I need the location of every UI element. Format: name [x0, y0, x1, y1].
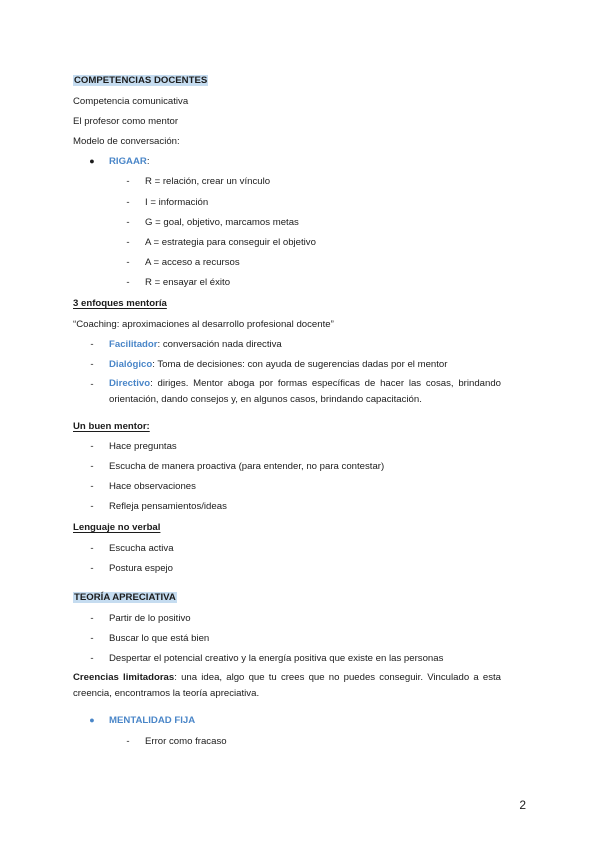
dash-icon: - [90, 339, 94, 350]
heading-teoria-apreciativa [73, 591, 177, 604]
page-number: 2 [519, 798, 526, 812]
rigaar-sub-item: A = acceso a recursos [145, 257, 240, 268]
dash-icon: - [90, 613, 94, 624]
heading-text: TEORÍA APRECIATIVA [74, 592, 176, 603]
enfoque-text: : conversación nada directiva [157, 339, 282, 350]
dash-icon: - [90, 481, 94, 492]
enfoque-term: Directivo [109, 378, 151, 389]
bullet-icon: ● [89, 156, 95, 166]
dash-icon: - [126, 197, 130, 208]
creencias-text: : una idea, algo que tu crees que no puedes conseguir. Vinculado a esta creencia, encontramos la teoría apreciativa. [73, 672, 501, 699]
rigaar-label: RIGAAR [109, 156, 147, 167]
lenguaje-item: Escucha activa [109, 543, 174, 554]
apreciativa-item: Despertar el potencial creativo y la energía positiva que existe en las personas [109, 653, 444, 664]
dash-icon: - [90, 441, 94, 452]
lenguaje-item: Postura espejo [109, 563, 173, 574]
apreciativa-item: Partir de lo positivo [109, 613, 191, 624]
rigaar-sub-item: I = información [145, 197, 209, 208]
rigaar-sub-item: R = relación, crear un vínculo [145, 176, 271, 187]
enfoque-text: : Toma de decisiones: con ayuda de sugerencias dadas por el mentor [152, 359, 448, 370]
creencias-term: Creencias limitadoras [73, 672, 175, 683]
dash-icon: - [126, 176, 130, 187]
dash-icon: - [126, 736, 130, 747]
dash-icon: - [126, 237, 130, 248]
rigaar-sub-item: G = goal, objetivo, marcamos metas [145, 217, 299, 228]
dash-icon: - [126, 257, 130, 268]
buen-mentor-item: Hace preguntas [109, 441, 177, 452]
rigaar-sub-item: A = estrategia para conseguir el objetivo [145, 237, 316, 248]
buen-mentor-item: Refleja pensamientos/ideas [109, 501, 227, 512]
buen-mentor-item: Escucha de manera proactiva (para entender, no para contestar) [109, 461, 385, 472]
dash-icon: - [90, 461, 94, 472]
buen-mentor-title: Un buen mentor: [73, 421, 150, 432]
enfoque-text: : diriges. Mentor aboga por formas específicas de hacer las cosas, brindando orientación, dando consejos y, en algunos casos, brindando capacitación. [109, 378, 501, 405]
enfoque-item [109, 338, 282, 351]
intro-line: Competencia comunicativa [73, 96, 189, 107]
dash-icon: - [126, 217, 130, 228]
intro-line: Modelo de conversación: [73, 136, 180, 147]
dash-icon: - [126, 277, 130, 288]
lenguaje-title: Lenguaje no verbal [73, 522, 161, 533]
dash-icon: - [90, 633, 94, 644]
intro-line: El profesor como mentor [73, 116, 179, 127]
heading-text: COMPETENCIAS DOCENTES [74, 75, 208, 86]
creencias-paragraph [73, 670, 501, 702]
mentalidad-item: Error como fracaso [145, 736, 227, 747]
enfoque-item [109, 376, 501, 408]
heading-competencias [73, 74, 208, 87]
enfoque-item [109, 358, 447, 371]
dash-icon: - [90, 563, 94, 574]
enfoques-title: 3 enfoques mentoría [73, 298, 167, 309]
dash-icon: - [90, 653, 94, 664]
rigaar-sub-item: R = ensayar el éxito [145, 277, 231, 288]
mentalidad-label: MENTALIDAD FIJA [109, 715, 196, 726]
rigaar-suffix: : [146, 156, 150, 167]
apreciativa-item: Buscar lo que está bien [109, 633, 210, 644]
dash-icon: - [90, 543, 94, 554]
bullet-icon: ● [89, 715, 95, 725]
enfoque-term: Facilitador [109, 339, 158, 350]
dash-icon: - [90, 379, 94, 390]
enfoque-term: Dialógico [109, 359, 153, 370]
enfoques-quote: “Coaching: aproximaciones al desarrollo profesional docente” [73, 319, 334, 330]
dash-icon: - [90, 501, 94, 512]
rigaar-item [109, 155, 150, 168]
buen-mentor-item: Hace observaciones [109, 481, 196, 492]
dash-icon: - [90, 359, 94, 370]
